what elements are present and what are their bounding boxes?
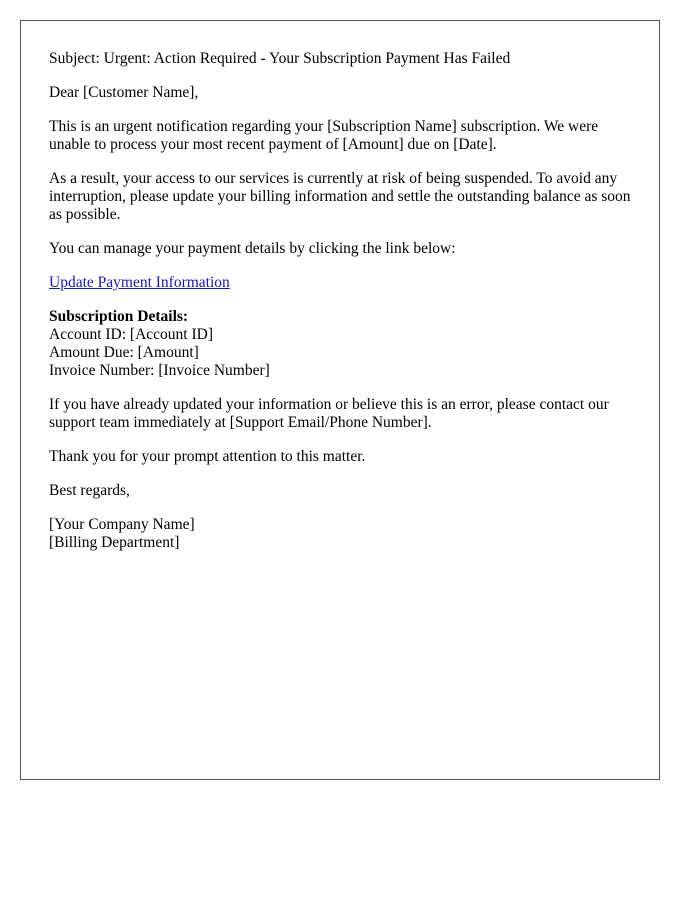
paragraph-contact-support: If you have already updated your information or believe this is an error, please contact our support team immediately at [Support Email/Phone Number]. — [49, 396, 609, 431]
paragraph-suspension-risk: As a result, your access to our services is currently at risk of being suspended. To avoid any interruption, please update your billing information and settle the outstanding balance as soon as possible. — [49, 170, 631, 223]
subscription-details-heading: Subscription Details: — [49, 308, 189, 325]
paragraph-payment-failed: This is an urgent notification regarding your [Subscription Name] subscription. We were unable to process your most recent payment of [Amount] due on [Date]. — [49, 118, 599, 153]
update-payment-link[interactable]: Update Payment Information — [49, 274, 230, 291]
paragraph-thank-you: Thank you for your prompt attention to this matter. — [49, 448, 366, 465]
closing: Best regards, — [49, 482, 130, 499]
invoice-number: Invoice Number: [Invoice Number] — [49, 362, 270, 379]
email-letter-frame — [20, 20, 660, 780]
greeting: Dear [Customer Name], — [49, 84, 199, 101]
amount-due: Amount Due: [Amount] — [49, 344, 199, 361]
subject-line: Subject: Urgent: Action Required - Your Subscription Payment Has Failed — [49, 50, 511, 67]
signature-block — [49, 516, 639, 552]
signature-department: [Billing Department] — [49, 534, 180, 551]
subscription-details — [49, 308, 639, 380]
account-id: Account ID: [Account ID] — [49, 326, 213, 343]
update-payment-link-wrapper — [49, 274, 639, 292]
signature-company: [Your Company Name] — [49, 516, 195, 533]
email-body — [49, 50, 639, 552]
paragraph-manage-payment: You can manage your payment details by clicking the link below: — [49, 240, 456, 257]
